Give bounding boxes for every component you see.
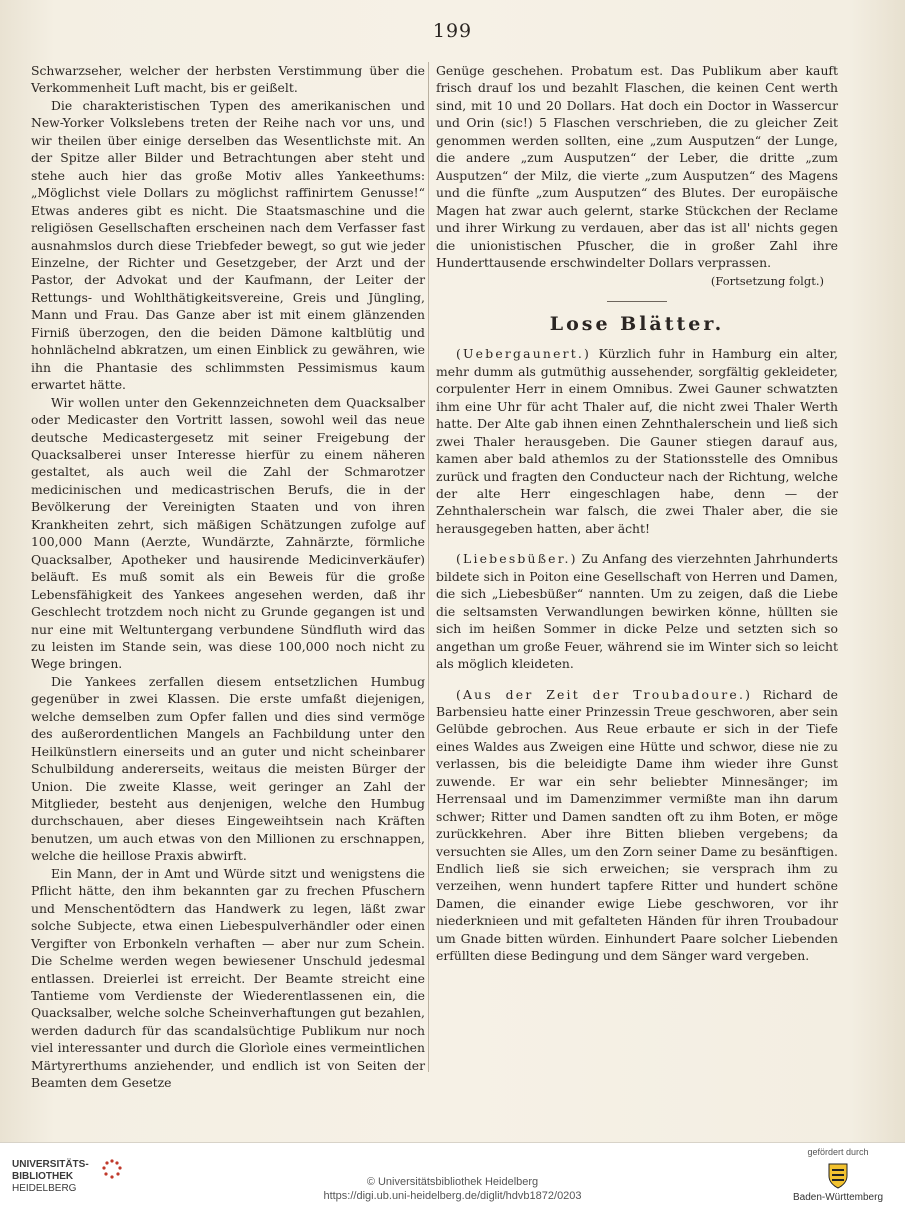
logo-line: UNIVERSITÄTS- xyxy=(12,1159,89,1170)
section-divider xyxy=(607,301,667,302)
sponsor-caption: gefördert durch xyxy=(807,1147,869,1157)
copyright-text: © Universitätsbibliothek Heidelberg xyxy=(366,1176,539,1188)
continued-note: (Fortsetzung folgt.) xyxy=(710,274,824,289)
article-item xyxy=(436,345,838,537)
article-item xyxy=(436,550,838,672)
right-column xyxy=(436,62,838,965)
column-divider xyxy=(428,62,429,1072)
paragraph: Genüge geschehen. Probatum est. Das Publikum aber kauft frisch drauf los und bezahlt Flaschen, die keinen Cent werth sind, mit 10 und 20 Dollars. Hat doch ein Doctor in Wassercur und Orin (sic!) 5 Flaschen verschrieben, die zu gleicher Zeit genommen werden sollten, eine „zum Ausputzen“ der Lunge, die andere „zum Ausputzen“ der Leber, die dritte „zum Ausputzen“ der Milz, die vierte „zum Ausputzen“ des Magens und die fünfte „zum Ausputzen“ des Blutes. Der europäische Magen hat zwar auch gelernt, starke Stückchen der Reclame und ihrer Wirkung zu verdauen, aber das ist all' nichts gegen die unionistischen Pfuscher, die in großer Zahl ihre Hunderttausende erschwindelter Dollars verprassen. xyxy=(436,63,838,270)
article-heading: (Uebergaunert.) xyxy=(456,346,592,362)
article-text: Richard de Barbensieu hatte einer Prinzessin Treue geschworen, aber sein Gelübde gebrochen. Aus Reue erbaute er sich in der Tiefe eines Waldes aus Zweigen eine Hütte und schwor, diese nie zu verlassen, bis die beleidigte Dame ihm wieder ihre Gunst zuwende. Er war ein sehr beliebter Minnesänger; im Herrensaal und im Damenzimmer vermißte man ihn darum schwer; Ritter und Damen sandten oft zu ihm Boten, er möge zurückkehren. Aber ihre Bitten blieben vergebens; da versuchten sie Alles, um den Zorn seiner Dame zu besänftigen. Endlich ließ sie sich erweichen; sie versprach ihm zu verzeihen, wenn hundert tapfere Ritter und hundert schöne Damen, die einander ewige Liebe geschworen, vor ihr niederknieen und mit gefalteten Händen für ihren Troubadour um Gnade bitten würden. Einhundert Paare solcher Liebenden erfüllten diese Bedingung und dem Sänger ward vergeben. xyxy=(436,686,838,964)
logo-line: BIBLIOTHEK xyxy=(12,1171,74,1182)
copyright-block xyxy=(0,1175,905,1203)
paragraph: Die Yankees zerfallen diesem entsetzlichen Humbug gegenüber in zwei Klassen. Die erste umfaßt diejenigen, welche demselben zum Opfer fallen und dies sind vermöge des außerordentlichen Mangels an Fachbildung unter den Heilkünstlern einerseits und an guter und nicht scheinbarer Schulbildung andererseits, weitaus die meisten Bürger der Union. Die zweite Klasse, weit geringer an Zahl der Mitglieder, besteht aus denjenigen, welche den Humbug durchschauen, aber dieses Eingeweihtsein nach Kräften benutzen, um auch etwas von den Millionen zu erschnappen, welche die heillose Praxis abwirft. xyxy=(31,673,425,864)
article-heading: (Liebesbüßer.) xyxy=(456,551,578,567)
page-number: 199 xyxy=(432,20,473,42)
sponsor-block xyxy=(783,1147,893,1203)
article-text: Kürzlich fuhr in Hamburg ein alter, mehr dumm als gutmüthig aussehender, sorgfältig gekleideter, corpulenter Herr in einem Omnibus. Zwei Gauner schwatzten ihm eine Uhr für acht Thaler auf, die nicht zwei Thaler Werth hatte. Der Alte gab ihnen einen Zehnthalerschein und ließ sich zwei Thaler herausgeben. Die Gauner stiegen darauf aus, kamen aber bald athemlos zu der Stationsstelle des Omnibus zurück und fragten den Conducteur nach der Richtung, welche der alte Herr eingeschlagen habe, denn — der Zehnthalerschein war falsch, die zwei Thaler aber, die sie herausgegeben hatten, aber ächt! xyxy=(436,346,838,536)
state-coat-of-arms-icon xyxy=(823,1160,853,1190)
permalink[interactable]: https://digi.ub.uni-heidelberg.de/diglit/hdvb1872/0203 xyxy=(323,1190,582,1202)
viewer-footer xyxy=(0,1142,905,1205)
logo-line: HEIDELBERG xyxy=(12,1183,77,1194)
paragraph: Die charakteristischen Typen des amerikanischen und New-Yorker Volkslebens treten der Reihe nach vor uns, und wir theilen über einige derselben das Wesentlichste mit. An der Spitze aller Bilder und Betrachtungen aber steht und stehe auch hier das große Motiv alles Yankeethums: „Möglichst viele Dollars zu möglichst raffinirtem Genusse!“ Etwas anderes gibt es nicht. Die Staatsmaschine und die religiösen Gesellschaften erscheinen nach dem Verfasser fast ausnahmslos durch diese Triebfeder bewegt, so gut wie jeder Einzelne, der Richter und Gesetzgeber, der Arzt und der Pastor, der Advokat und der Kaufmann, der Leiter der Rettungs- und Wohlthätigkeitsvereine, Greis und Jüngling, Mann und Frau. Das Ganze aber ist mit einem glänzenden Firniß überzogen, den die beiden Dämone kaltblütig und hohnlächelnd abkratzen, um einen Einblick zu gewähren, wie ihn die Phantasie des schlimmsten Pessimismus kaum erwartet hätte. xyxy=(31,97,425,393)
article-text: Zu Anfang des vierzehnten Jahrhunderts bildete sich in Poiton eine Gesellschaft von Herren und Damen, die sich „Liebesbüßer“ nannten. Um zu zeigen, daß die Liebe die seltsamsten Verwandlungen bewirken könne, hüllten sie sich im heißen Sommer in dicke Pelze und setzten sich so angethan um große Feuer, während sie im Winter sich so leicht als möglich kleideten. xyxy=(436,551,838,672)
section-title: Lose Blätter. xyxy=(549,312,725,335)
sponsor-name: Baden-Württemberg xyxy=(792,1192,884,1203)
article-item xyxy=(436,686,838,965)
left-column xyxy=(31,62,425,1092)
article-heading: (Aus der Zeit der Troubadoure.) xyxy=(456,686,753,702)
paragraph: Wir wollen unter den Gekennzeichneten dem Quacksalber oder Medicaster den Vortritt lassen, sowohl weil das neue deutsche Medicastergesetz mit seiner Freigebung der Quacksalberei unser Interesse hierfür zu einem näheren gestaltet, als auch weil die Zahl der Schmarotzer medicinischen und medicastrischen Berufs, die in der Bevölkerung der Vereinigten Staaten und von ihren Krankheiten zehrt, sich mäßigen Schätzungen zufolge auf 100,000 Mann (Aerzte, Wundärzte, Zahnärzte, förmliche Quacksalber, Apotheker und hausirende Medicinverkäufer) beläuft. Es muß somit als ein Beweis für die große Lebensfähigkeit des Yankees angesehen werden, daß ihr Geschlecht trotzdem noch nicht zu Grunde gegangen ist und nur eine mit Weltuntergang verbundene Sündfluth wird das zu leisten im Stande sein, was diese 100,000 noch nicht zu Wege bringen. xyxy=(31,394,425,672)
paragraph: Schwarzseher, welcher der herbsten Verstimmung über die Verkommenheit Luft macht, bis er geißelt. xyxy=(31,63,425,96)
paragraph: Ein Mann, der in Amt und Würde sitzt und wenigstens die Pflicht hätte, den ihm bekannten gar zu frechen Pfuschern und Menschentödtern das Handwerk zu legen, läßt zwar solche Subjecte, etwa einen Liebespulverhändler oder einen Vergifter von Erbonkeln verhaften — aber nur zum Schein. Die Schelme werden wegen bewiesener Unschuld jedesmal entlassen. Dreierlei ist erreicht. Der Beamte streicht eine Tantieme vom Verdienste der Wiederentlassenen ein, die Quacksalber, welche solche Scheinverhaftungen gut bezahlen, werden dadurch für das scandalsüchtige Publikum nur noch viel interessanter und durch die Glorìole eines vermeintlichen Märtyrerthums anziehender, und endlich ist von Seiten der Beamten dem Gesetze xyxy=(31,865,425,1091)
